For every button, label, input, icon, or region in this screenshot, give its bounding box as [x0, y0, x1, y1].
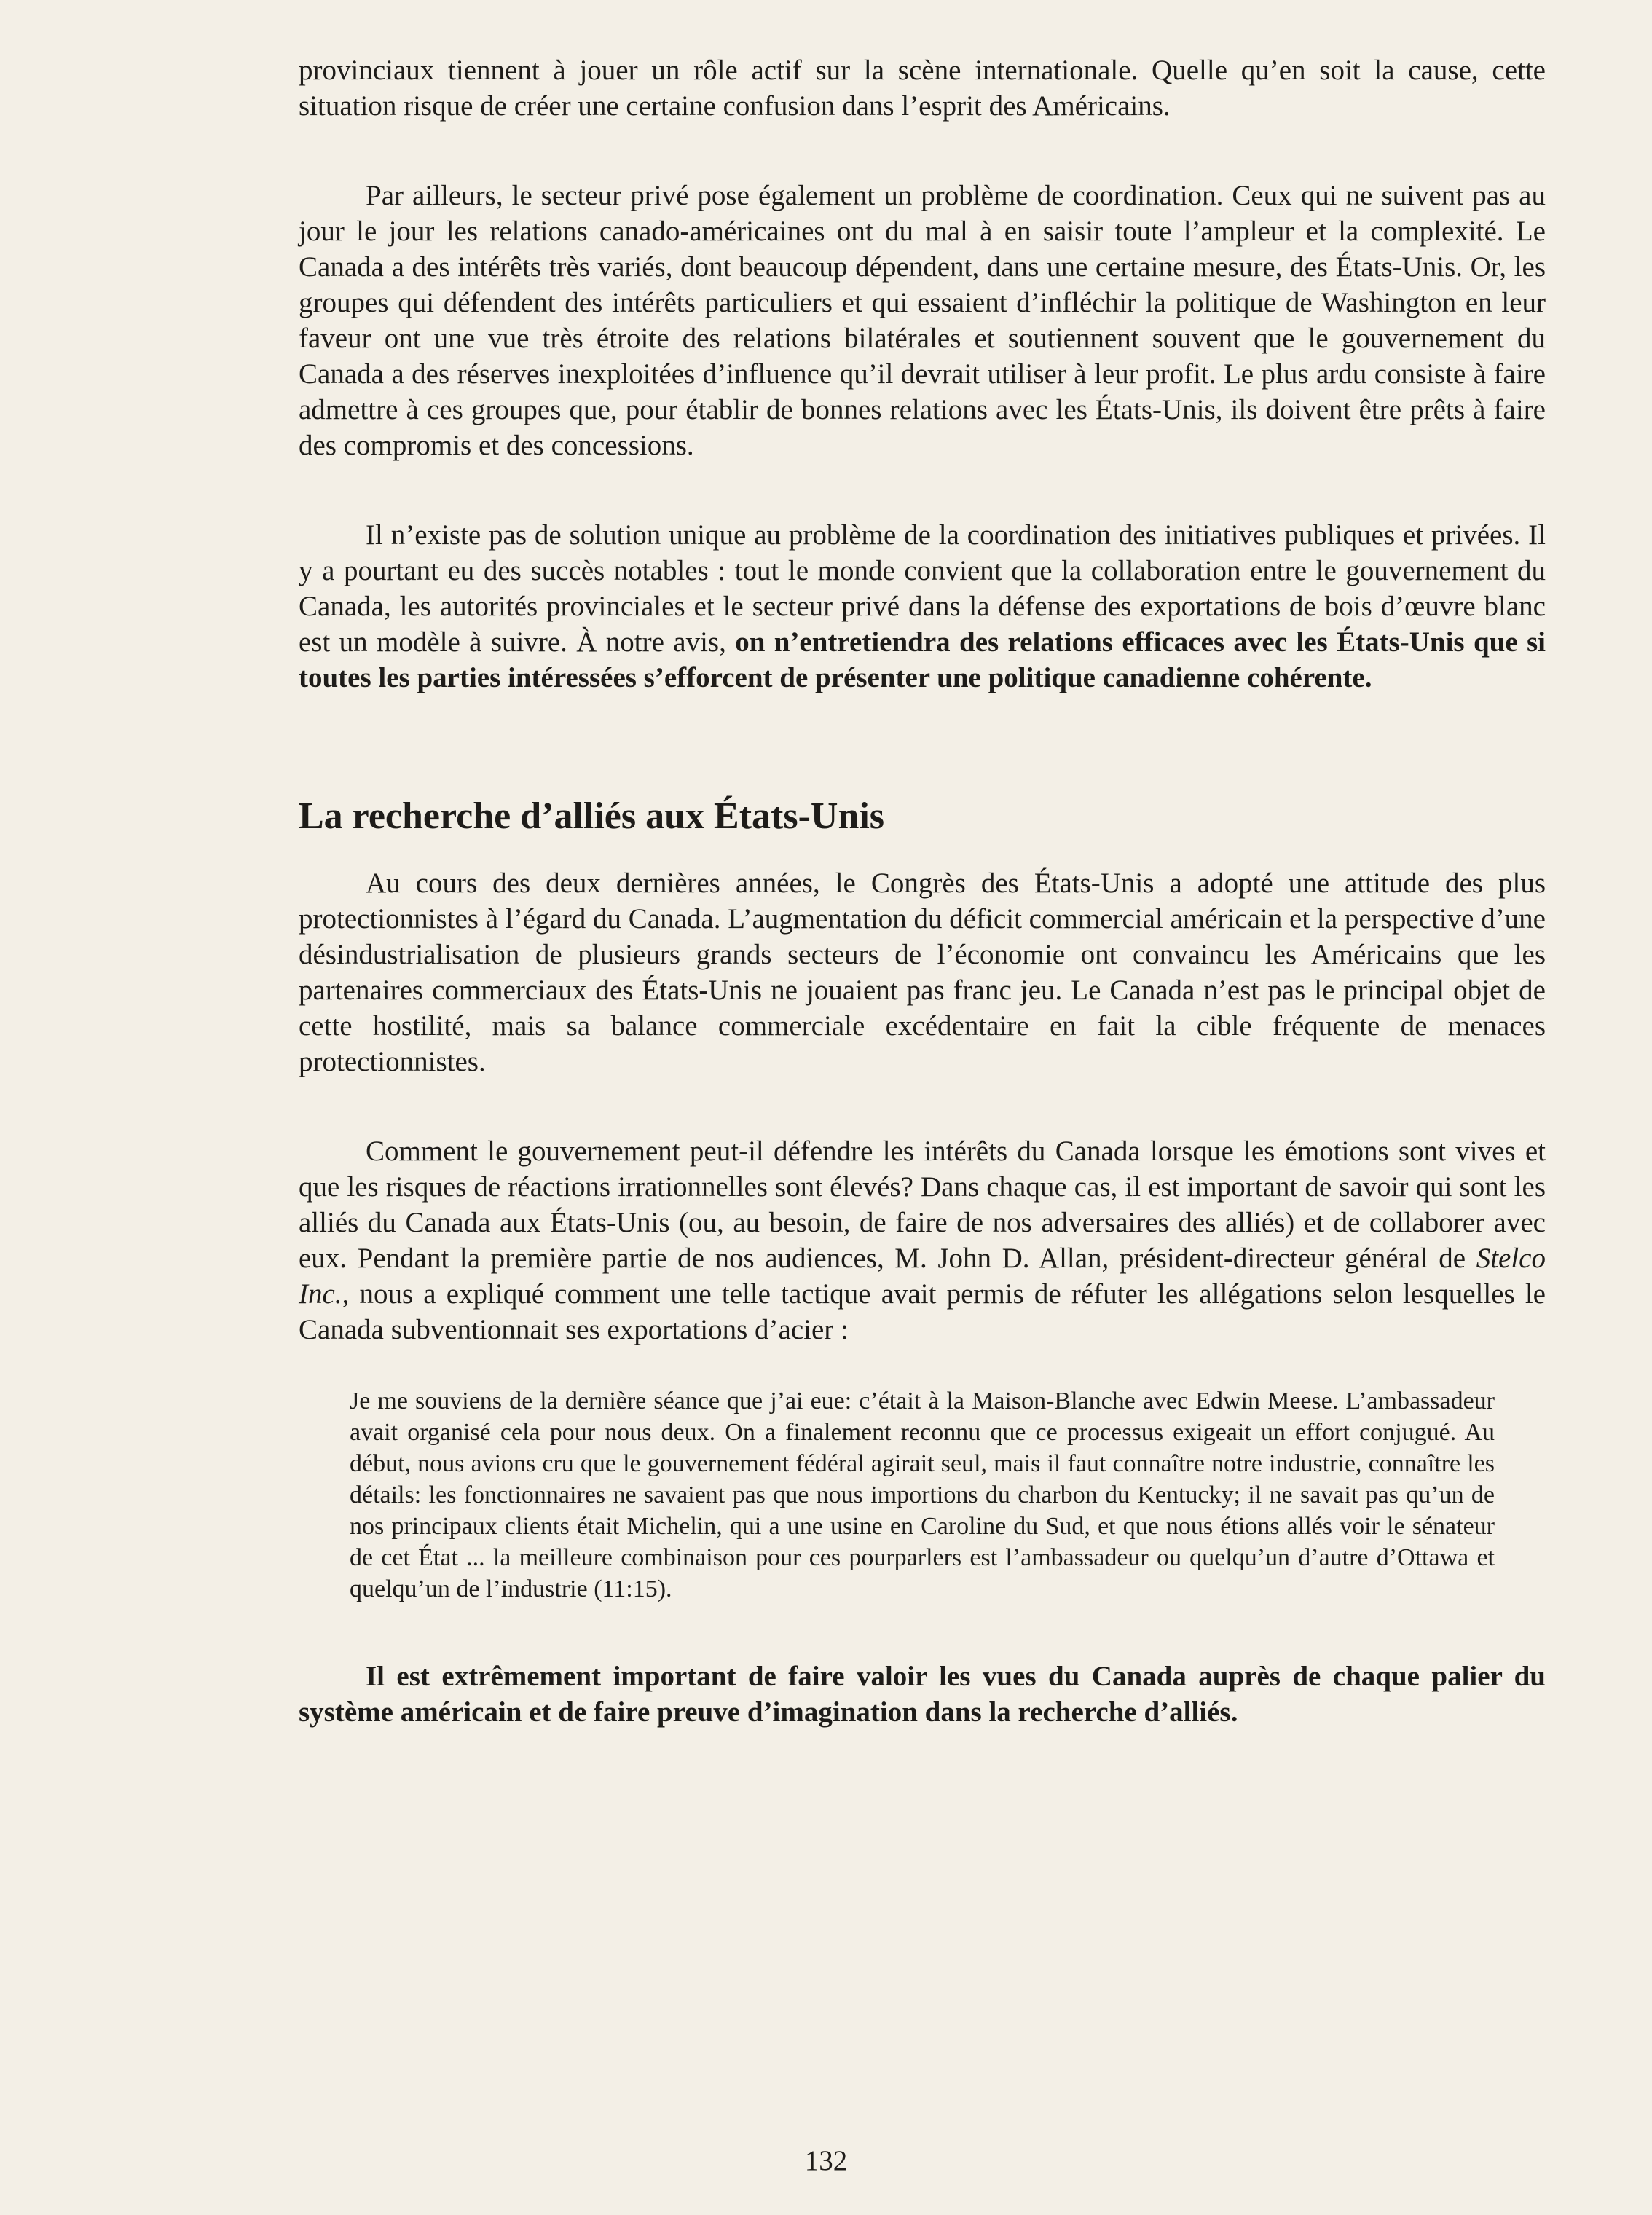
- paragraph-5: Comment le gouvernement peut-il défendre les intérêts du Canada lorsque les émotions sont vives et que les risques de réactions irrationnelles sont élevés? Dans chaque cas, il est important de savoir qui sont les alliés du Canada aux États-Unis (ou, au besoin, de faire de nos adversaires des alliés) et de collaborer avec eux. Pendant la première partie de nos audiences, M. John D. Allan, président-directeur général de Stelco Inc., nous a expliqué comment une telle tactique avait permis de réfuter les allégations selon lesquelles le Canada subventionnait ses exportations d’acier :: [299, 1136, 1546, 1345]
- paragraph-6-emphasis: Il est extrêmement important de faire valoir les vues du Canada auprès de chaque palier du système américain et de faire preuve d’imagination dans la recherche d’alliés.: [299, 1661, 1546, 1728]
- paragraph-3: Il n’existe pas de solution unique au problème de la coordination des initiatives publiques et privées. Il y a pourtant eu des succès notables : tout le monde convient que la collaboration entre le gouvernement du Canada, les autorités provinciales et le secteur privé dans la défense des exportations de bois d’œuvre blanc est un modèle à suivre. À notre avis, on n’entretiendra des relations efficaces avec les États-Unis que si toutes les parties intéressées s’efforcent de présenter une politique canadienne cohérente.: [299, 519, 1546, 693]
- section-heading: La recherche d’alliés aux États-Unis: [299, 795, 885, 837]
- paragraph-2: Par ailleurs, le secteur privé pose également un problème de coordination. Ceux qui ne suivent pas au jour le jour les relations canado-américaines ont du mal à en saisir toute l’ampleur et la complexité. Le Canada a des intérêts très variés, dont beaucoup dépendent, dans une certaine mesure, des États-Unis. Or, les groupes qui défendent des intérêts particuliers et qui essaient d’infléchir la politique de Washington en leur faveur ont une vue très étroite des relations bilatérales et soutiennent souvent que le gouvernement du Canada a des réserves inexploitées d’influence qu’il devrait utiliser à leur profit. Le plus ardu consiste à faire admettre à ces groupes que, pour établir de bonnes relations avec les États-Unis, ils doivent être prêts à faire des compromis et des concessions.: [299, 180, 1546, 461]
- page-number: 132: [804, 2145, 848, 2176]
- document-page: [299, 52, 1546, 1730]
- block-quote: Je me souviens de la dernière séance que j’ai eue: c’était à la Maison-Blanche avec Edwin Meese. L’ambassadeur avait organisé cela pour nous deux. On a finalement reconnu que ce processus exigeait un effort conjugué. Au début, nous avions cru que le gouvernement fédéral agirait seul, mais il faut connaître notre industrie, connaître les détails: les fonctionnaires ne savaient pas que nous importions du charbon du Kentucky; il ne savait pas qu’un de nos principaux clients était Michelin, qui a une usine en Caroline du Sud, et que nous étions allés voir le sénateur de cet État ... la meilleure combinaison pour ces pourparlers est l’ambassadeur ou quelqu’un d’autre d’Ottawa et quelqu’un de l’industrie (11:15).: [350, 1388, 1495, 1602]
- paragraph-4: Au cours des deux dernières années, le Congrès des États-Unis a adopté une attitude des plus protectionnistes à l’égard du Canada. L’augmentation du déficit commercial américain et la perspective d’une désindustrialisation de plusieurs grands secteurs de l’économie ont convaincu les Américains que les partenaires commerciaux des États-Unis ne jouaient pas franc jeu. Le Canada n’est pas le principal objet de cette hostilité, mais sa balance commerciale excédentaire en fait la cible fréquente de menaces protectionnistes.: [299, 867, 1546, 1077]
- company-name: Stelco Inc.: [299, 1243, 1546, 1310]
- paragraph-1: provinciaux tiennent à jouer un rôle actif sur la scène internationale. Quelle qu’en soit la cause, cette situation risque de créer une certaine confusion dans l’esprit des Américains.: [299, 55, 1546, 122]
- paragraph-3-emphasis: on n’entretiendra des relations efficaces avec les États-Unis que si toutes les parties intéressées s’efforcent de présenter une politique canadienne cohérente.: [299, 626, 1546, 693]
